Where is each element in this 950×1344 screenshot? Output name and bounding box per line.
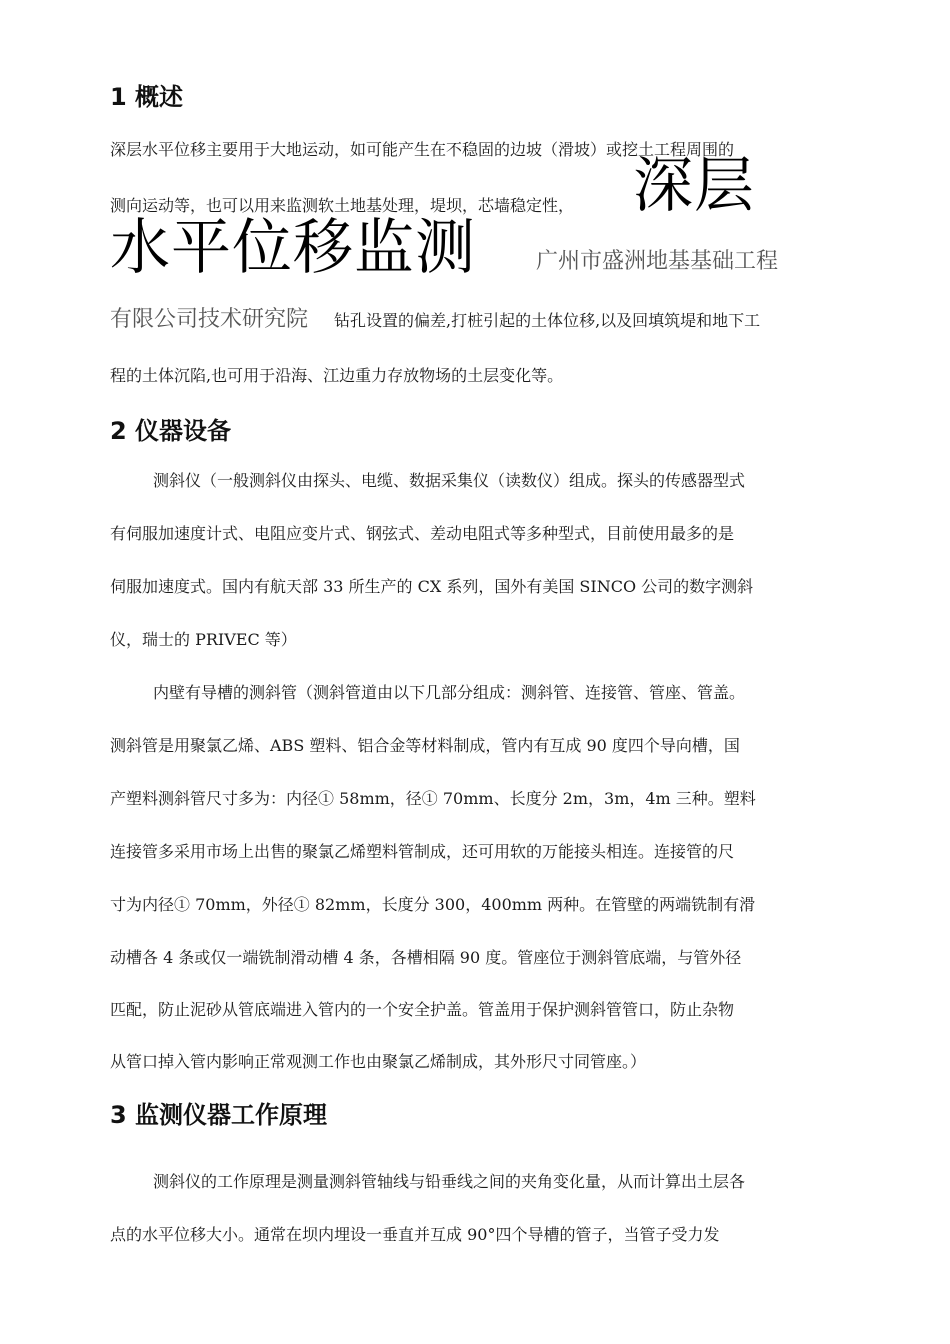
overlay-org-part2: 有限公司技术研究院 (110, 307, 309, 332)
paragraph-line: 产塑料测斜管尺寸多为：内径① 58mm，径① 70mm、长度分 2m，3m，4m 三种。塑料 (110, 789, 756, 808)
section-heading-principle: 3 监测仪器工作原理 (110, 1101, 328, 1129)
paragraph-line: 测斜管是用聚氯乙烯、ABS 塑料、铝合金等材料制成，管内有互成 90 度四个导向槽，国 (110, 736, 740, 755)
paragraph-line: 程的土体沉陷,也可用于沿海、江边重力存放物场的土层变化等。 (110, 366, 564, 385)
section-heading-overview: 1 概述 (110, 83, 184, 111)
paragraph-line: 测斜仪（一般测斜仪由探头、电缆、数据采集仪（读数仪）组成。探头的传感器型式 (153, 471, 746, 490)
paragraph-line: 有伺服加速度计式、电阻应变片式、钢弦式、差动电阻式等多种型式，目前使用最多的是 (110, 524, 735, 543)
paragraph-line: 动槽各 4 条或仅一端铣制滑动槽 4 条，各槽相隔 90 度。管座位于测斜管底端，与管外径 (110, 948, 742, 967)
overlay-title-part2: 水平位移监测 (110, 213, 476, 283)
paragraph-line: 寸为内径① 70mm，外径① 82mm，长度分 300，400mm 两种。在管壁的两端铣制有滑 (110, 895, 756, 914)
paragraph-line: 伺服加速度式。国内有航天部 33 所生产的 CX 系列，国外有美国 SINCO 公司的数字测斜 (110, 577, 754, 596)
paragraph-line: 深层水平位移主要用于大地运动，如可能产生在不稳固的边坡（滑坡）或挖土工程周围的 (110, 140, 735, 159)
paragraph-line: 内壁有导槽的测斜管（测斜管道由以下几部分组成：测斜管、连接管、管座、管盖。 (153, 683, 746, 702)
overlay-title-part1: 深层 (633, 151, 755, 221)
section-heading-equipment: 2 仪器设备 (110, 417, 232, 445)
paragraph-line: 钻孔设置的偏差,打桩引起的土体位移,以及回填筑堤和地下工 (334, 311, 761, 330)
paragraph-line: 匹配，防止泥砂从管底端进入管内的一个安全护盖。管盖用于保护测斜管管口，防止杂物 (110, 1000, 735, 1019)
paragraph-line: 测斜仪的工作原理是测量测斜管轴线与铅垂线之间的夹角变化量，从而计算出土层各 (153, 1172, 746, 1191)
paragraph-line: 仪，瑞士的 PRIVEC 等） (110, 630, 297, 649)
paragraph-line: 连接管多采用市场上出售的聚氯乙烯塑料管制成，还可用软的万能接头相连。连接管的尺 (110, 842, 735, 861)
paragraph-line: 测向运动等，也可以用来监测软土地基处理，堤坝，芯墙稳定性， (110, 196, 575, 215)
paragraph-line: 点的水平位移大小。通常在坝内埋设一垂直并互成 90°四个导槽的管子，当管子受力发 (110, 1225, 720, 1244)
overlay-org-part1: 广州市盛洲地基基础工程 (536, 249, 779, 274)
paragraph-line: 从管口掉入管内影响正常观测工作也由聚氯乙烯制成，其外形尺寸同管座。） (110, 1052, 647, 1071)
